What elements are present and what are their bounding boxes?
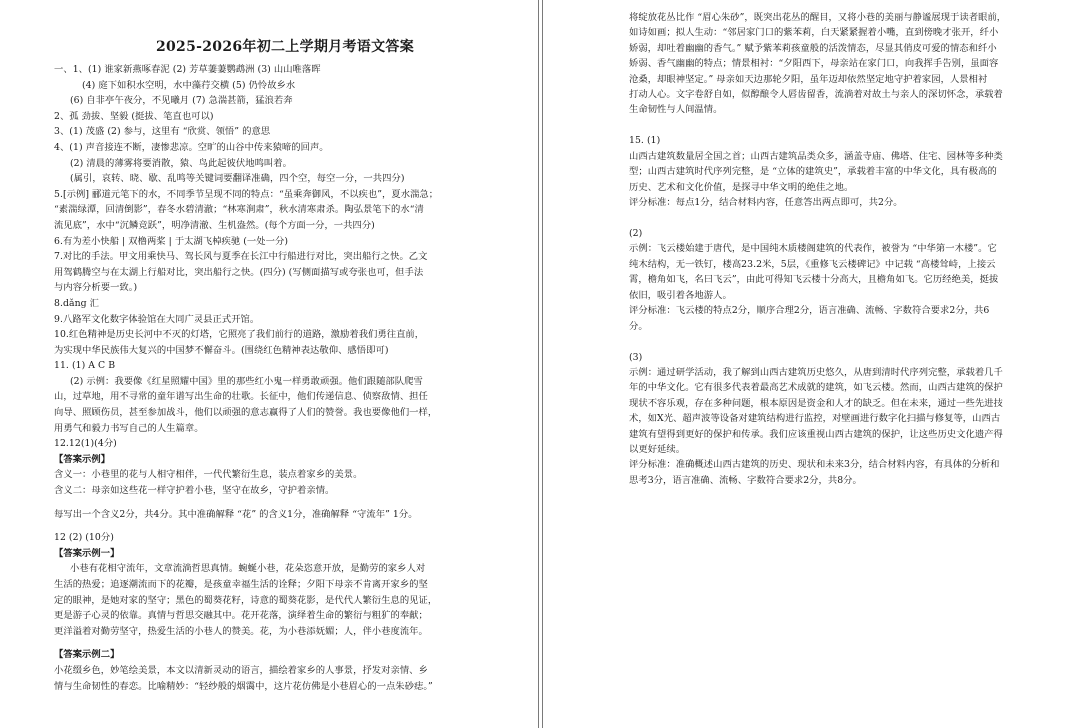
- scoring-note: 每写出一个含义2分，共4分。其中准确解释 “花” 的含义1分，准确解释 “守流年” 1分。: [54, 508, 418, 520]
- answer-line: (6) 自非亭午夜分，不见曦月 (7) 急湍甚箭，猛浪若奔: [70, 95, 293, 107]
- answer-line: 含义一：小巷里的花与人相守相伴，一代代繁衍生息，装点着家乡的美景。: [54, 469, 363, 481]
- scoring-note: 评分标准：每点1分，结合材料内容，任意答出两点即可，共2分。: [629, 197, 903, 209]
- scoring-note: 思考3分，语言准确、流畅、字数符合要求2分，共8分。: [629, 474, 862, 486]
- answer-line: 用驾鹤腾空与在太湖上行船对比，突出船行之快。(四分) (写侧面描写或夸张也可，但手法: [54, 266, 424, 278]
- answer-line: 含义二：母亲如这些花一样守护着小巷，坚守在故乡，守护着亲情。: [54, 485, 335, 497]
- scoring-note: 分。: [629, 320, 648, 332]
- answer-example-heading: 【答案示例一】: [54, 547, 120, 559]
- answer-line: 小花缀乡色，妙笔绘美景，本文以清新灵动的语言，描绘着家乡的人事景，抒发对亲情、乡: [54, 664, 428, 676]
- answer-line: (属引，哀转、晓、歇、乱鸣等关键词要翻译准确，四个空，每空一分，一共四分): [70, 173, 405, 185]
- answer-line: 8.dǎng 汇: [54, 297, 99, 309]
- answer-line: 2、孤 劲拔、坚毅 (挺拔、笔直也可以): [54, 110, 214, 122]
- answer-line: 年的中华文化。它有很多代表着最高艺术成就的建筑，如飞云楼。然而，山西古建筑的保护: [629, 382, 1003, 394]
- answer-line: 6.有为差小快船 | 双橹两桨 | 于太湖飞棹疾驰 (一处一分): [54, 235, 288, 247]
- answer-line: 7.对比的手法。甲文用乘快马、驾长风与夏季在长江中行船进行对比，突出船行之快。乙文: [54, 251, 428, 263]
- answer-example-heading: 【答案示例二】: [54, 649, 120, 661]
- answer-line: 术，如X光、超声波等设备对建筑结构进行监控，对壁画进行数字化扫描与修复等，山西古: [629, 413, 1001, 425]
- answer-line: 更是游子心灵的依靠。真情与哲思交融其中。花开花落，演绎着生命的繁衍与粗犷的奉献；: [54, 610, 428, 622]
- left-page: [0, 0, 538, 728]
- answer-line: 沧桑，却眼神坚定。” 母亲如天边那轮夕阳，虽年迈却依然坚定地守护着家园，人景相衬: [629, 73, 988, 85]
- answer-line: 历史、艺术和文化价值，是探寻中华文明的绝佳之地。: [629, 181, 854, 193]
- answer-line: 3、(1) 茂盛 (2) 参与，这里有 “欣赏、领悟” 的意思: [54, 126, 271, 138]
- answer-line: 型；山西古建筑时代序列完整，是 “立体的建筑史”，承载着丰富的中华文化，具有极高的: [629, 166, 997, 178]
- answer-line: 4、(1) 声音接连不断，凄惨悲凉。空旷的山谷中传来猿啼的回声。: [54, 141, 329, 153]
- answer-line: 流见底”，水中“沉鳞竞跃”，明净清澈、生机盎然。(每个方面一分，一共四分): [54, 219, 375, 231]
- answer-line: 霄，檐角如飞，名曰飞云”，由此可得知飞云楼十分高大，且檐角如飞。它历经绝美，挺拔: [629, 274, 999, 286]
- answer-line: 山西古建筑数量居全国之首；山西古建筑品类众多，涵盖寺庙、佛塔、住宅、园林等多种类: [629, 150, 1003, 162]
- answer-line: 一、1、(1) 谁家新燕啄春泥 (2) 芳草萋萋鹦鹉洲 (3) 山山唯落晖: [54, 64, 321, 75]
- answer-line: 示例：通过研学活动，我了解到山西古建筑历史悠久，从唐到清时代序列完整，承载着几千: [629, 366, 1003, 378]
- spacer: [629, 334, 1050, 350]
- answer-line: (2) 清晨的薄雾将要消散，猿、鸟此起彼伏地鸣叫着。: [70, 157, 292, 169]
- answer-line: 12.12(1)(4分): [54, 438, 117, 450]
- spacer: [629, 210, 1050, 226]
- spacer: [54, 499, 516, 507]
- answer-line: 5.[示例] 郦道元笔下的水，不同季节呈现不同的特点：“虽乘奔御风，不以疾也”，夏水湍急；: [54, 188, 439, 200]
- answer-line: 为实现中华民族伟大复兴的中国梦不懈奋斗。(围绕红色精神表达敬仰、感悟即可): [54, 344, 389, 356]
- answer-line: 建筑有望得到更好的保护和传承。我们应该重视山西古建筑的保护，让这些历史文化遗产得: [629, 428, 1003, 440]
- answer-line: 情与生命韧性的春恋。比喻精妙：“轻纱般的烟霭中，这片花仿佛是小巷眉心的一点朱砂痣。”: [54, 680, 433, 692]
- scoring-note: 评分标准：准确概述山西古建筑的历史、现状和未来3分，结合材料内容，有具体的分析和: [629, 459, 1000, 471]
- spacer: [54, 522, 516, 530]
- answer-line: 现状不容乐观，存在多种问题，根本原因是资金和人才的缺乏。但在未来，通过一些先进技: [629, 397, 1003, 409]
- question-number: (3): [629, 351, 643, 363]
- question-number: 15. (1): [629, 135, 661, 147]
- answer-line: 娇弱、香气幽幽的特点；情景相衬：“夕阳西下，母亲站在家门口，向我挥手告别，虽面容: [629, 58, 999, 70]
- answer-line: “素湍绿潭，回清倒影”，春冬水碧清澈；“林寒涧肃”，秋水清寒肃杀。陶弘景笔下的水“清: [54, 204, 424, 216]
- answer-line: 10.红色精神是历史长河中不灭的灯塔，它照亮了我们前行的道路，激励着我们勇往直前，: [54, 329, 425, 341]
- answer-line: 依旧，吸引着各地游人。: [629, 289, 732, 301]
- answer-line: 12 (2) (10分): [54, 532, 114, 544]
- answer-line: 11. (1) A C B: [54, 360, 116, 372]
- right-page: [543, 0, 1080, 728]
- answer-line: (4) 庭下如积水空明，水中藻荇交横 (5) 仍怜故乡水: [82, 79, 296, 91]
- answer-line: 9.八路军文化数字体验馆在大同广灵县正式开馆。: [54, 313, 260, 325]
- answer-example-heading: 【答案示例】: [54, 453, 111, 465]
- answer-line: 向导、照顾伤员，甚至参加战斗，他们以顽强的意志赢得了人们的赞誉。我也要像他们一样，: [54, 407, 438, 419]
- answer-line: 用勇气和毅力书写自己的人生篇章。: [54, 422, 204, 434]
- answer-line: 与内容分析要一致。): [54, 282, 138, 294]
- answer-line: 娇弱，却吐着幽幽的香气。” 赋予紫苯莉孩童般的活泼情态，尽显其俏皮可爱的情态和纤小: [629, 42, 997, 54]
- answer-line: 小巷有花相守流年，文章流淌哲思真情。蜿蜒小巷，花朵恣意开放，是勤劳的家乡人对: [70, 563, 426, 575]
- answer-line: (2) 示例：我要像《红星照耀中国》里的那些红小鬼一样勇敢顽强。他们跟随部队爬雪: [70, 375, 423, 387]
- answer-line: 纯木结构，无一铁钉，楼高23.2米，5层，《重修飞云楼碑记》中记载 “高楼耸峙，上接云: [629, 258, 996, 270]
- document-title: 2025-2026年初二上学期月考语文答案: [155, 39, 415, 55]
- answer-line: 山，过草地，用不寻常的童年谱写出生命的壮歌。长征中，他们传递信息、侦察敌情、担任: [54, 391, 428, 403]
- answer-line: 打动人心。文字卷舒自如，似醇酿令人唇齿留香，流淌着对故土与亲人的深切怀念，承载着: [629, 89, 1003, 101]
- answer-line: 如诗如画；拟人生动：“邻居家门口的紫苯莉，白天紧紧握着小嘴，直到傍晚才张开，纤小: [629, 27, 999, 39]
- spacer: [54, 639, 516, 647]
- answer-line: 更洋溢着对勤劳坚守，热爱生活的小巷人的赞美。花，为小巷添妩媚；人，伴小巷度流年。: [54, 625, 428, 637]
- answer-line: 示例：飞云楼始建于唐代，是中国纯木质楼阁建筑的代表作，被誉为 “中华第一木楼”。它: [629, 243, 997, 255]
- answer-line: 生命韧性与人间温情。: [629, 104, 723, 116]
- answer-line: 将绽放花丛比作 “眉心朱砂”，既突出花丛的醒目，又将小巷的美丽与静谧展现于读者眼前，: [629, 12, 1007, 23]
- answer-line: 生活的热爱；追逐潮流而下的花瓣，是孩童幸福生活的诠释；夕阳下母亲不肯离开家乡的坚: [54, 579, 428, 590]
- answer-line: 定的眼神，是她对家的坚守；黑色的蜀葵花籽，诗意的蜀葵花影，是代代人繁衍生息的见证，: [54, 594, 438, 606]
- spacer: [629, 118, 1050, 134]
- answer-line: 以更好延续。: [629, 443, 686, 455]
- question-number: (2): [629, 228, 643, 240]
- scoring-note: 评分标准：飞云楼的特点2分，顺序合理2分，语言准确、流畅、字数符合要求2分，共6: [629, 305, 990, 317]
